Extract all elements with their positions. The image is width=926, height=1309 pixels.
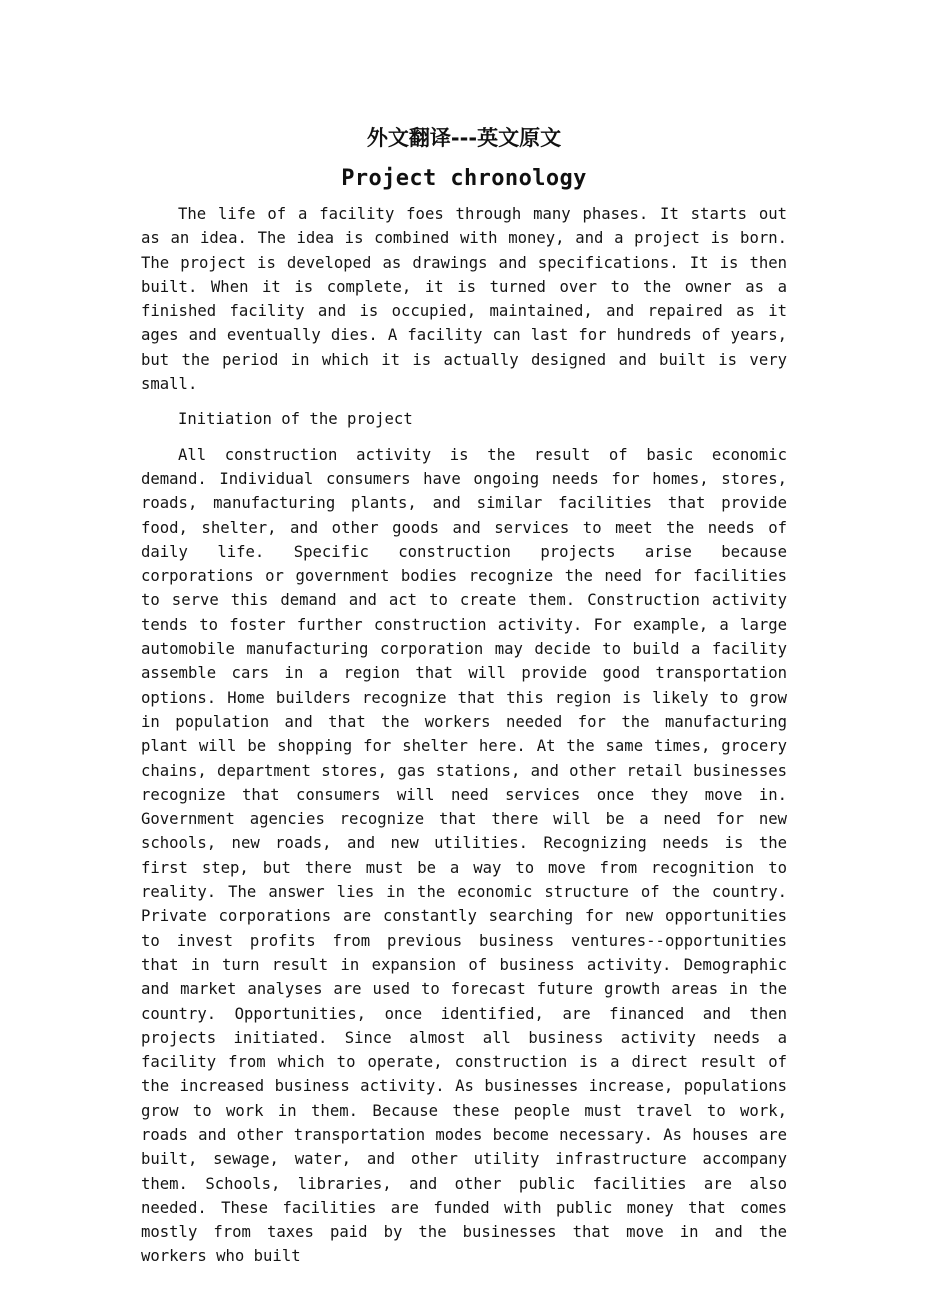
section-heading: Initiation of the project (178, 410, 413, 429)
document-title-chinese: 外文翻译---英文原文 (366, 126, 562, 150)
paragraph-intro: The life of a facility foes through many phases. It starts out as an idea. The idea is combined with money, and a project is born. The project is developed as drawings and specifications. It is then built. When it is complete, it is turned over to the owner as a finished facility and is occupied, maintained, and repaired as it ages and eventually dies. A facility can last for hundreds of years, but the period in which it is actually designed and built is very small. (141, 205, 787, 394)
document-page (141, 122, 787, 1266)
paragraph-initiation: All construction activity is the result of basic economic demand. Individual consumers have ongoing needs for homes, stores, roads, manufacturing plants, and similar facilities that provide food, shelter, and other goods and services to meet the needs of daily life. Specific construction projects arise because corporations or government bodies recognize the need for facilities to serve this demand and act to create them. Construction activity tends to foster further construction activity. For example, a large automobile manufacturing corporation may decide to build a facility assemble cars in a region that will provide good transportation options. Home builders recognize that this region is likely to grow in population and that the workers needed for the manufacturing plant will be shopping for shelter here. At the same times, grocery chains, department stores, gas stations, and other retail businesses recognize that consumers will need services once they move in. Government agencies recognize that there will be a need for new schools, new roads, and new utilities. Recognizing needs is the first step, but there must be a way to move from recognition to reality. The answer lies in the economic structure of the country. Private corporations are constantly searching for new opportunities to invest profits from previous business ventures--opportunities that in turn result in expansion of business activity. Demographic and market analyses are used to forecast future growth areas in the country. Opportunities, once identified, are financed and then projects initiated. Since almost all business activity needs a facility from which to operate, construction is a direct result of the increased business activity. As businesses increase, populations grow to work in them. Because these people must travel to work, roads and other transportation modes become necessary. As houses are built, sewage, water, and other utility infrastructure accompany them. Schools, libraries, and other public facilities are also needed. These facilities are funded with public money that comes mostly from taxes paid by the businesses that move in and the workers who built (141, 445, 787, 1266)
document-title-english: Project chronology (341, 166, 587, 191)
